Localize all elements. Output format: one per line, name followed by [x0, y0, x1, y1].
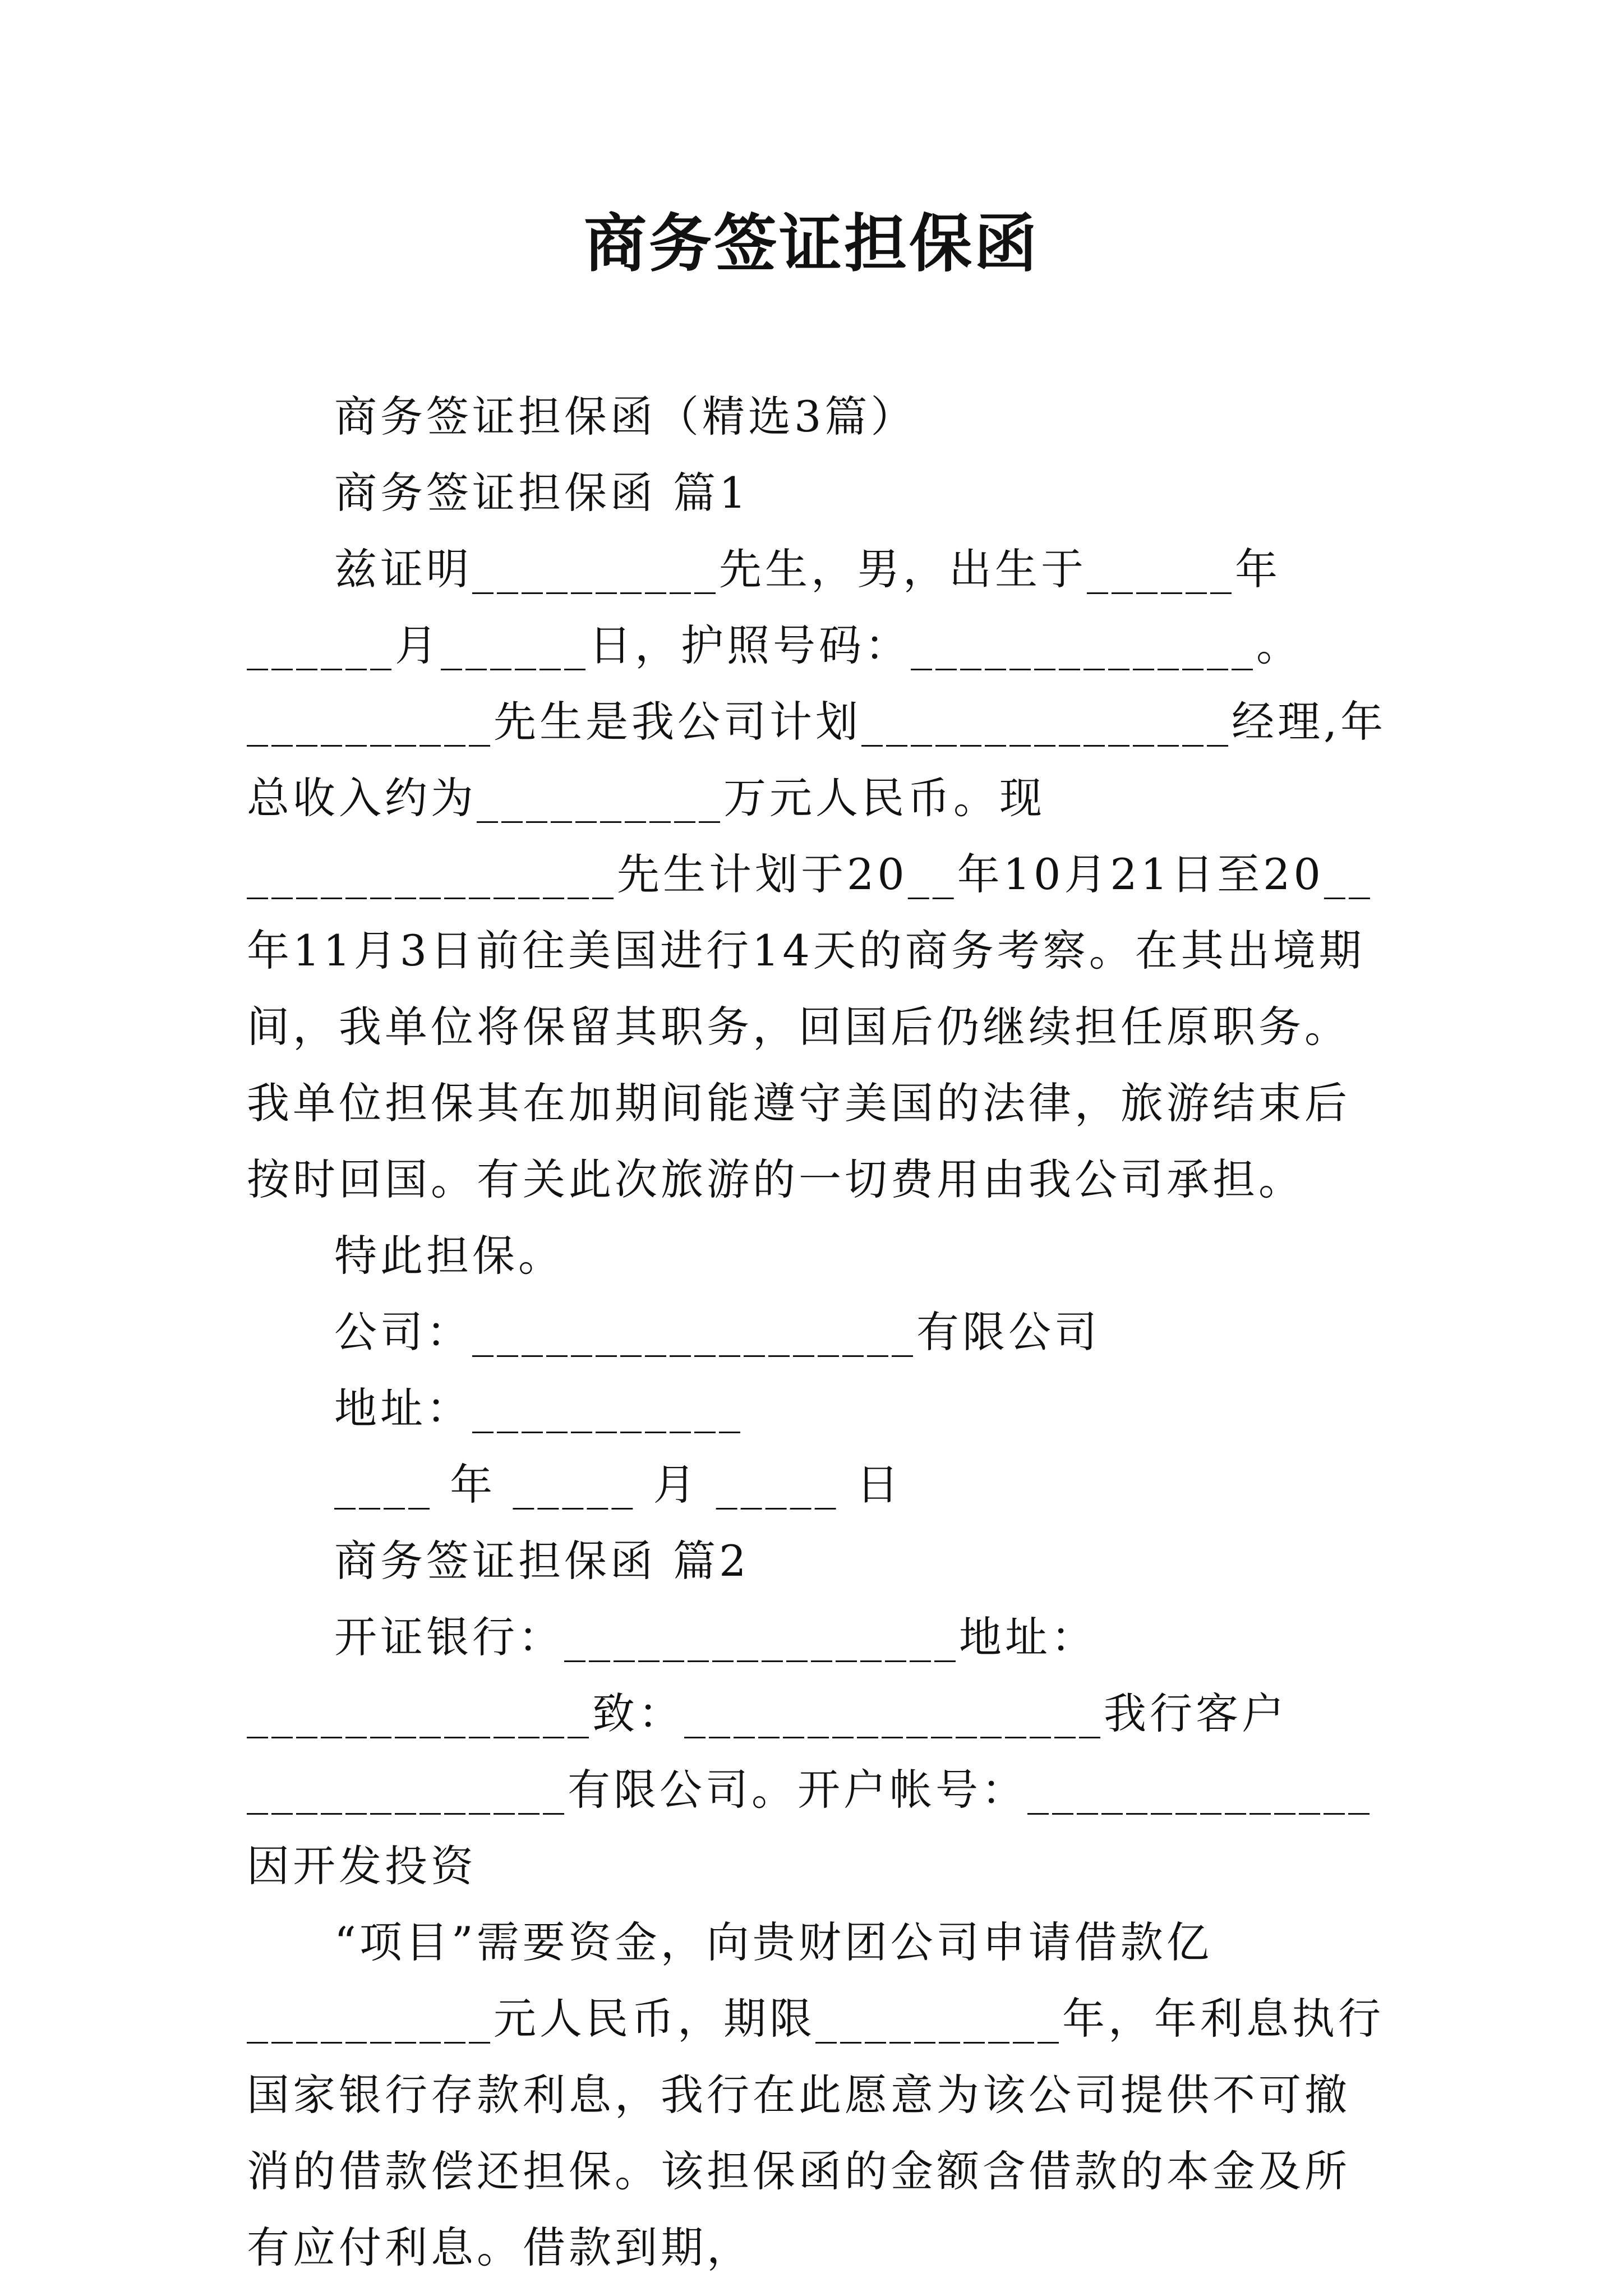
paragraph-body-2b: “项目”需要资金，向贵财团公司申请借款亿__________元人民币，期限__________年，年利息执行国家银行存款利息，我行在此愿意为该公司提供不可撤消的借款偿还担保。该担保函的金额含借款的本金及所有应付利息。借款到期， [247, 1917, 1384, 2272]
paragraph-company: 公司：__________________有限公司 [334, 1307, 1100, 1357]
paragraph-subtitle: 商务签证担保函（精选3篇） [334, 392, 917, 441]
paragraph-closing: 特此担保。 [334, 1231, 564, 1281]
paragraph-heading-2: 商务签证担保函 篇2 [334, 1536, 750, 1586]
paragraph-body-2a: 开证银行：________________地址：______________致：_________________我行客户_____________有限公司。开户帐号：______________因开发投资 [247, 1612, 1373, 1891]
paragraph-date: ____ 年 _____ 月 _____ 日 [334, 1460, 902, 1510]
paragraph-heading-1: 商务签证担保函 篇1 [334, 468, 750, 518]
document-title: 商务签证担保函 [584, 207, 1039, 280]
paragraph-body-1: 兹证明__________先生，男，出生于______年______月______日，护照号码：______________。__________先生是我公司计划_______________经理,年总收入约为__________万元人民币。现_______________先生计划于20__年10月21日至20__年11月3日前往美国进行14天的商务考察。在其出境期间，我单位将保留其职务，回国后仍继续担任原职务。我单位担保其在加期间能遵守美国的法律，旅游结束后按时回国。有关此次旅游的一切费用由我公司承担。 [247, 544, 1387, 1204]
document-body [247, 379, 1391, 2286]
paragraph-address: 地址：___________ [334, 1383, 744, 1433]
